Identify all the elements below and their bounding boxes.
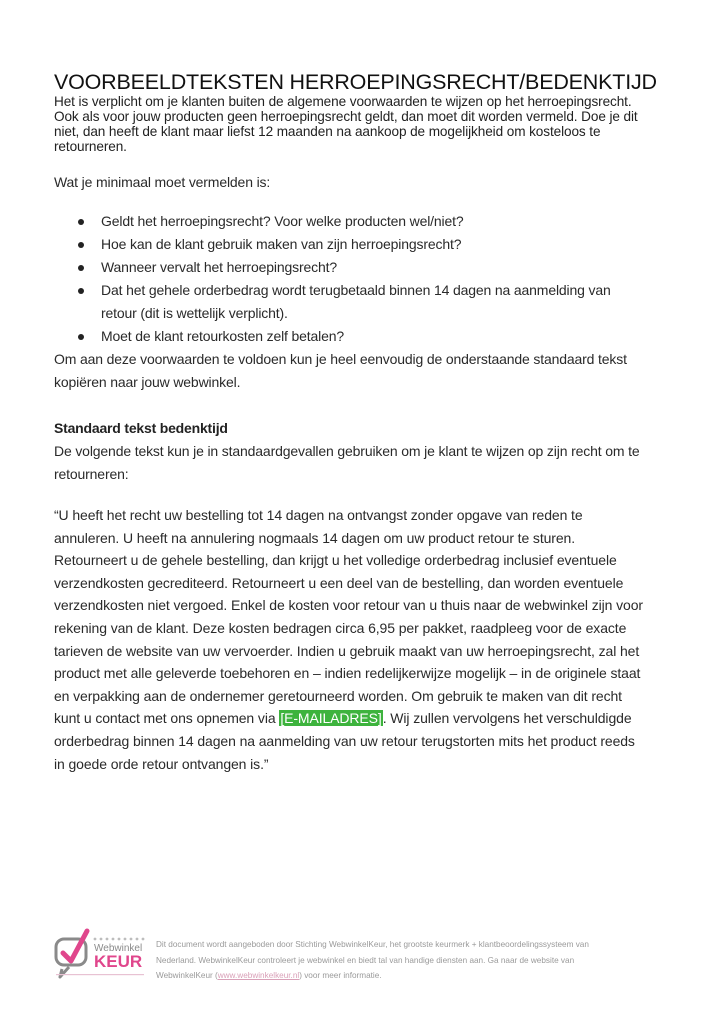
footer (54, 927, 654, 987)
bullet-icon (78, 242, 84, 248)
svg-text:KEUR: KEUR (94, 952, 143, 971)
standard-text-quote: “U heeft het recht uw bestelling tot 14 dagen na ontvangst zonder opgave van reden te annuleren. U heeft na annulering nogmaals 14 dagen om uw product retour te sturen. Retourneert u de gehele bestelling, dan krijgt u het volledige orderbedrag inclusief eventuele verzendkosten gecrediteerd. Retourneert u een deel van de bestelling, dan worden eventuele verzendkosten niet vergoed. Enkel de kosten voor retour van u thuis naar de webwinkel zijn voor rekening van de klant. Deze kosten bedragen circa 6,95 per pakket, raadpleeg voor de exacte tarieven de website van uw vervoerder. Indien u gebruik maakt van uw herroepingsrecht, zal het product met alle geleverde toebehoren en – indien redelijkerwijze mogelijk – in de originele staat en verpakking aan de ondernemer geretourneerd worden. Om gebruik te maken van dit recht kunt u contact met ons opnemen via [E-MAILADRES]. Wij zullen vervolgens het verschuldigde orderbedrag binnen 14 dagen na aanmelding van uw retour terugstorten mits het product reeds in goede orde retour ontvangen is.” (54, 507, 643, 772)
webwinkelkeur-logo (54, 927, 146, 983)
list-item: Geldt het herroepingsrecht? Voor welke producten wel/niet? (54, 210, 646, 233)
section-intro: De volgende tekst kun je in standaardgevallen gebruiken om je klant te wijzen op zijn recht om te retourneren: (54, 443, 640, 482)
list-item: Hoe kan de klant gebruik maken van zijn herroepingsrecht? (54, 233, 646, 256)
after-bullets-paragraph: Om aan deze voorwaarden te voldoen kun je heel eenvoudig de onderstaande standaard tekst kopiëren naar jouw webwinkel. (54, 351, 627, 390)
bullet-icon (78, 265, 84, 271)
minimal-lead: Wat je minimaal moet vermelden is: (54, 174, 271, 190)
list-item: Moet de klant retourkosten zelf betalen? (54, 325, 646, 348)
section-heading: Standaard tekst bedenktijd (54, 420, 228, 436)
requirements-list (54, 210, 646, 348)
list-item: Dat het gehele orderbedrag wordt terugbetaald binnen 14 dagen na aanmelding van retour (dit is wettelijk verplicht). (54, 279, 646, 325)
footer-text: Dit document wordt aangeboden door Stichting WebwinkelKeur, het grootste keurmerk + klantbeoordelingssysteem van Nederland. WebwinkelKeur controleert je webwinkel en biedt tal van handige diensten aan. Ga naar de website van WebwinkelKeur (www.webwinkelkeur.nl) voor meer informatie. (156, 940, 589, 980)
bullet-icon (78, 334, 84, 340)
intro-paragraph: Het is verplicht om je klanten buiten de algemene voorwaarden te wijzen op het herroepingsrecht. Ook als voor jouw producten geen herroepingsrecht geldt, dan moet dit worden vermeld. Doe je dit niet, dan heeft de klant maar liefst 12 maanden na aankoop de mogelijkheid om kosteloos te retourneren. (54, 94, 638, 154)
bullet-icon (78, 219, 84, 225)
document-page (54, 70, 657, 775)
document-title: VOORBEELDTEKSTEN HERROEPINGSRECHT/BEDENKTIJD (54, 70, 657, 94)
bullet-icon (78, 288, 84, 294)
check-icon (63, 931, 87, 961)
list-item: Wanneer vervalt het herroepingsrecht? (54, 256, 646, 279)
webwinkelkeur-link[interactable]: www.webwinkelkeur.nl (217, 971, 300, 980)
email-placeholder: [E-MAILADRES] (280, 710, 382, 727)
svg-text:Webwinkel: Webwinkel (94, 943, 143, 954)
